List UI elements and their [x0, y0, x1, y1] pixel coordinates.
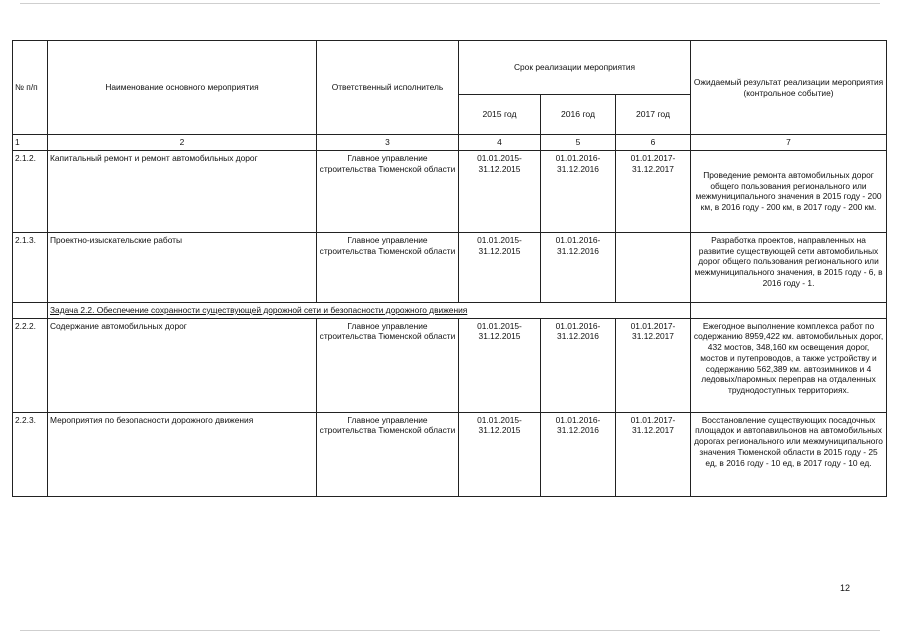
column-number: 7	[691, 135, 887, 151]
col-header-2016: 2016 год	[541, 95, 616, 135]
row-number: 2.2.2.	[13, 318, 48, 412]
row-number: 2.1.3.	[13, 232, 48, 302]
col-header-2017: 2017 год	[616, 95, 691, 135]
period-2016: 01.01.2016-31.12.2016	[541, 150, 616, 232]
table-row	[13, 150, 887, 232]
period-2016: 01.01.2016-31.12.2016	[541, 412, 616, 496]
table-row	[13, 412, 887, 496]
table-row	[13, 232, 887, 302]
expected-result: Восстановление существующих посадочных площадок и автопавильонов на автомобильных дорогах регионального или межмуниципального значения Тюменской области в 2015 году - 25 ед, в 2016 году - 10 ед, в 2017 году - 10 ед.	[691, 412, 887, 496]
responsible-executor: Главное управление строительства Тюменской области	[317, 318, 459, 412]
activity-name: Содержание автомобильных дорог	[48, 318, 317, 412]
period-2016: 01.01.2016-31.12.2016	[541, 232, 616, 302]
table-row	[13, 318, 887, 412]
column-number: 1	[13, 135, 48, 151]
column-number: 2	[48, 135, 317, 151]
responsible-executor: Главное управление строительства Тюменской области	[317, 232, 459, 302]
period-2015: 01.01.2015-31.12.2015	[459, 318, 541, 412]
col-header-name: Наименование основного мероприятия	[48, 41, 317, 135]
bottom-edge-line	[20, 630, 880, 631]
period-2017: 01.01.2017-31.12.2017	[616, 412, 691, 496]
activity-name: Проектно-изыскательские работы	[48, 232, 317, 302]
col-header-num: № п/п	[13, 41, 48, 135]
header-row-top	[13, 41, 887, 95]
period-2015: 01.01.2015-31.12.2015	[459, 232, 541, 302]
column-number: 6	[616, 135, 691, 151]
task-blank-cell	[13, 302, 48, 318]
task-end-cell	[691, 302, 887, 318]
responsible-executor: Главное управление строительства Тюменской области	[317, 150, 459, 232]
period-2015: 01.01.2015-31.12.2015	[459, 150, 541, 232]
period-2017	[616, 232, 691, 302]
row-number: 2.1.2.	[13, 150, 48, 232]
top-edge-line	[20, 3, 880, 4]
task-row	[13, 302, 887, 318]
row-number: 2.2.3.	[13, 412, 48, 496]
column-number: 3	[317, 135, 459, 151]
activities-table	[12, 40, 887, 497]
column-number-row	[13, 135, 887, 151]
col-header-executor: Ответственный исполнитель	[317, 41, 459, 135]
column-number: 4	[459, 135, 541, 151]
expected-result: Ежегодное выполнение комплекса работ по содержанию 8959,422 км. автомобильных дорог, 432 мостов, 348,160 км освещения дорог, мостов и путепроводов, а также устройству и содержанию 562,389 км. автозимников и 4 ледовых/паромных переправ на отдаленных труднодоступных территориях.	[691, 318, 887, 412]
col-header-result: Ожидаемый результат реализации мероприятия (контрольное событие)	[691, 41, 887, 135]
period-2015: 01.01.2015-31.12.2015	[459, 412, 541, 496]
task-heading: Задача 2.2. Обеспечение сохранности существующей дорожной сети и безопасности дорожного движения	[48, 302, 691, 318]
column-number: 5	[541, 135, 616, 151]
expected-result: Разработка проектов, направленных на развитие существующей сети автомобильных дорог общего пользования регионального или межмуниципального значения, в 2015 году - 6, в 2016 году - 1.	[691, 232, 887, 302]
expected-result: Проведение ремонта автомобильных дорог общего пользования регионального или межмуниципального значения в 2015 году - 200 км, в 2016 году - 200 км, в 2017 году - 200 км.	[691, 150, 887, 232]
page-number: 12	[840, 583, 851, 593]
responsible-executor: Главное управление строительства Тюменской области	[317, 412, 459, 496]
col-header-period: Срок реализации мероприятия	[459, 41, 691, 95]
period-2017: 01.01.2017-31.12.2017	[616, 150, 691, 232]
activity-name: Капитальный ремонт и ремонт автомобильных дорог	[48, 150, 317, 232]
activity-name: Мероприятия по безопасности дорожного движения	[48, 412, 317, 496]
col-header-2015: 2015 год	[459, 95, 541, 135]
period-2017: 01.01.2017-31.12.2017	[616, 318, 691, 412]
period-2016: 01.01.2016-31.12.2016	[541, 318, 616, 412]
